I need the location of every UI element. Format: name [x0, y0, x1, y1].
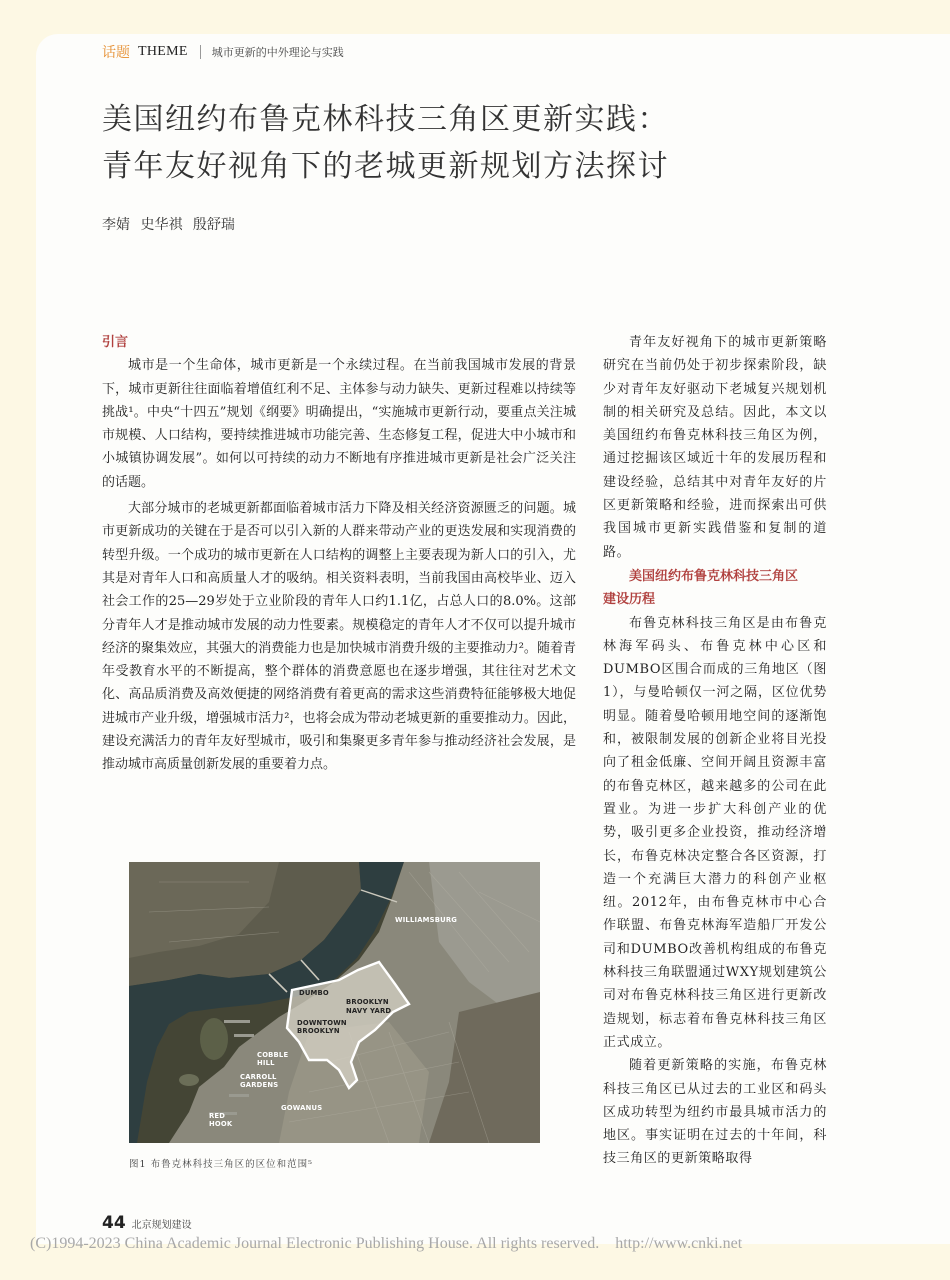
label-carroll-2: GARDENS — [240, 1081, 279, 1089]
section-heading-line-1: 美国纽约布鲁克林科技三角区 — [629, 568, 799, 584]
journal-name: 北京规划建设 — [131, 1220, 192, 1231]
label-gowanus: GOWANUS — [281, 1104, 323, 1112]
header-divider — [200, 45, 201, 59]
satellite-map — [129, 862, 540, 1143]
paragraph: 大部分城市的老城更新都面临着城市活力下降及相关经济资源匮乏的问题。城市更新成功的关键在于是否可以引入新的人群来带动产业的更迭发展和实现消费的转型升级。一个成功的城市更新在人口结构的调整上主要表现为新人口的引入，尤其是对青年人口和高质量人才的吸纳。相关资料表明，当前我国由高校毕业、迈入社会工作的25—29岁处于立业阶段的青年人口约1.1亿，占总人口的8.0%。这部分青年人才是推动城市发展的动力性要素。规模稳定的青年人才不仅可以提升城市经济的聚集效应，其强大的消费能力也是加快城市消费升级的主要推动力²。随着青年受教育水平的不断提高，整个群体的消费意愿也在逐步增强，其往往对艺术文化、高品质消费及高效便捷的网络消费有着更高的需求这些消费特征能够极大地促进城市产业升级，增强城市活力²，也将会成为带动老城更新的重要推动力。因此，建设充满活力的青年友好型城市，吸引和集聚更多青年参与推动经济社会发展，是推动城市高质量创新发展的重要着力点。 — [102, 501, 576, 773]
label-navy-yard-2: NAVY YARD — [346, 1007, 392, 1015]
label-downtown-1: DOWNTOWN — [297, 1019, 347, 1027]
page-footer — [102, 1213, 192, 1233]
article-title — [102, 96, 669, 190]
label-carroll-1: CARROLL — [240, 1073, 277, 1081]
paragraph: 布鲁克林科技三角区是由布鲁克林海军码头、布鲁克林中心区和DUMBO区围合而成的三角地区（图1），与曼哈顿仅一河之隔，区位优势明显。随着曼哈顿用地空间的逐渐饱和，被限制发展的创新企业将目光投向了租金低廉、空间开阔且资源丰富的布鲁克林区，越来越多的公司在此置业。为进一步扩大科创产业的优势，吸引更多企业投资，推动经济增长，布鲁克林决定整合各区资源，打造一个充满巨大潜力的科创产业枢纽。2012年，由布鲁克林市中心合作联盟、布鲁克林海军造船厂开发公司和DUMBO改善机构组成的布鲁克林科技三角联盟通过WXY规划建筑公司对布鲁克林科技三角区进行更新改造规划，标志着布鲁克林科技三角区正式成立。 — [603, 615, 827, 1050]
left-column — [102, 331, 576, 777]
section-topic: 城市更新的中外理论与实践 — [211, 46, 344, 59]
authors: 李婧 史华祺 殷舒瑞 — [102, 217, 235, 233]
copyright-watermark: (C)1994-2023 China Academic Journal Electronic Publishing House. All rights reserved. http://www.cnki.net — [30, 1235, 743, 1252]
right-column — [603, 331, 827, 1171]
label-dumbo: DUMBO — [299, 989, 329, 997]
running-header — [102, 42, 344, 62]
paragraph: 城市是一个生命体，城市更新是一个永续过程。在当前我国城市发展的背景下，城市更新往往面临着增值红利不足、主体参与动力缺失、更新过程难以持续等挑战¹。中央“十四五”规划《纲要》明确提出，“实施城市更新行动，要重点关注城市规模、人口结构，要持续推进城市功能完善、生态修复工程，促进大中小城市和小城镇协调发展”。如何以可持续的动力不断地有序推进城市更新是社会广泛关注的话题。 — [102, 358, 576, 490]
title-line-1: 美国纽约布鲁克林科技三角区更新实践： — [102, 102, 669, 137]
title-line-2: 青年友好视角下的老城更新规划方法探讨 — [102, 149, 669, 184]
label-red-hook-1: RED — [209, 1112, 226, 1120]
figure-1-map — [129, 862, 540, 1143]
section-theme: THEME — [138, 44, 188, 59]
page-number: 44 — [102, 1213, 126, 1233]
label-williamsburg: WILLIAMSBURG — [395, 916, 458, 924]
figure-caption: 图1 布鲁克林科技三角区的区位和范围⁵ — [129, 1159, 313, 1170]
paragraph: 随着更新策略的实施，布鲁克林科技三角区已从过去的工业区和码头区成功转型为纽约市最具城市活力的地区。事实证明在过去的十年间，科技三角区的更新策略取得 — [603, 1058, 827, 1167]
label-red-hook-2: HOOK — [209, 1120, 233, 1128]
section-tag: 话题 — [102, 45, 130, 61]
paragraph: 青年友好视角下的城市更新策略研究在当前仍处于初步探索阶段，缺少对青年友好驱动下老城复兴规划机制的相关研究及总结。因此，本文以美国纽约布鲁克林科技三角区为例，通过挖掘该区域近十年的发展历程和建设经验，总结其中对青年友好的片区更新策略和经验，进而探索出可供我国城市更新实践借鉴和复制的道路。 — [603, 335, 827, 560]
label-navy-yard-1: BROOKLYN — [346, 998, 389, 1006]
label-cobble-2: HILL — [257, 1059, 275, 1067]
section-heading-line-2: 建设历程 — [603, 592, 656, 608]
intro-heading: 引言 — [102, 335, 129, 350]
label-cobble-1: COBBLE — [257, 1051, 289, 1059]
label-downtown-2: BROOKLYN — [297, 1027, 340, 1035]
